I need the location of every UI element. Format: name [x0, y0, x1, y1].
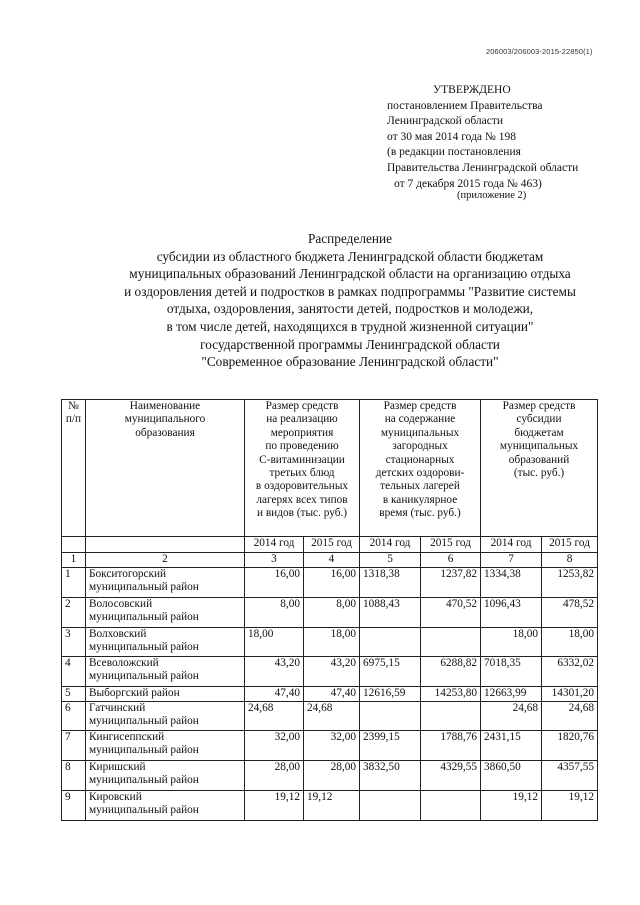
approval-block: [387, 83, 578, 204]
year-cell: 2014 год: [245, 537, 304, 553]
header-line: лагерях всех типов: [256, 493, 348, 506]
header-line: на реализацию: [266, 413, 338, 426]
heading-line: муниципальных образований Ленинградской области на организацию отдыха: [129, 266, 571, 282]
header-line: и видов (тыс. руб.): [256, 507, 348, 520]
value-cell: 6332,02: [542, 657, 598, 687]
value-cell: 47,40: [245, 687, 304, 702]
approval-line: Правительства Ленинградской области: [387, 161, 579, 174]
value-cell: 8,00: [304, 598, 360, 628]
name-line: муниципальный район: [89, 611, 199, 624]
value-cell: 470,52: [421, 598, 481, 628]
name-line: Кингисеппский: [89, 731, 165, 743]
header-name-line: образования: [135, 426, 195, 439]
municipality-name: [86, 568, 245, 598]
header-line: Размер средств: [383, 400, 457, 412]
value-cell: [421, 628, 481, 657]
header-line: образований: [508, 453, 570, 466]
table-row: [62, 568, 598, 598]
row-number: 4: [62, 657, 86, 687]
table-row: [62, 598, 598, 628]
value-cell: 28,00: [304, 761, 360, 791]
header-num: [62, 400, 86, 537]
empty-cell: [86, 537, 245, 553]
table-row: [62, 687, 598, 702]
header-line: Размер средств: [502, 400, 576, 412]
value-cell: 3860,50: [481, 761, 542, 791]
value-cell: 6288,82: [421, 657, 481, 687]
column-numbers-row: [62, 553, 598, 568]
value-cell: [421, 791, 481, 821]
year-cell: 2015 год: [421, 537, 481, 553]
header-group-subsidy: [481, 400, 598, 537]
name-line: муниципальный район: [89, 581, 199, 594]
municipality-name: [86, 702, 245, 731]
value-cell: 24,68: [542, 702, 598, 731]
row-number: 2: [62, 598, 86, 628]
value-cell: 16,00: [245, 568, 304, 598]
value-cell: 1318,38: [360, 568, 421, 598]
row-number: 6: [62, 702, 86, 731]
value-cell: 47,40: [304, 687, 360, 702]
heading-line: и оздоровления детей и подростков в рамках подпрограммы "Развитие системы: [124, 283, 576, 299]
value-cell: 43,20: [304, 657, 360, 687]
header-line: субсидии: [516, 413, 562, 426]
value-cell: 8,00: [245, 598, 304, 628]
column-number: 2: [86, 553, 245, 568]
value-cell: [421, 702, 481, 731]
approval-line: от 7 декабря 2015 года № 463): [394, 177, 542, 190]
approval-title: УТВЕРЖДЕНО: [433, 84, 511, 96]
value-cell: [360, 791, 421, 821]
value-cell: 18,00: [481, 628, 542, 657]
table-row: [62, 657, 598, 687]
approval-line: (приложение 2): [457, 190, 527, 202]
value-cell: 1820,76: [542, 731, 598, 761]
document-id: 206003/206003-2015-22850(1): [486, 47, 593, 56]
value-cell: 24,68: [245, 702, 304, 731]
value-cell: 1253,82: [542, 568, 598, 598]
value-cell: [360, 628, 421, 657]
year-cell: 2014 год: [481, 537, 542, 553]
name-line: Всеволожский: [89, 657, 159, 669]
value-cell: 16,00: [304, 568, 360, 598]
value-cell: 478,52: [542, 598, 598, 628]
row-number: 7: [62, 731, 86, 761]
heading-line: государственной программы Ленинградской области: [200, 336, 500, 352]
value-cell: 32,00: [304, 731, 360, 761]
header-name: [86, 400, 245, 537]
municipality-name: [86, 731, 245, 761]
value-cell: [360, 702, 421, 731]
approval-line: постановлением Правительства: [387, 99, 543, 112]
approval-line: (в редакции постановления: [387, 146, 521, 159]
row-number: 3: [62, 628, 86, 657]
header-line: по проведению: [265, 440, 339, 453]
value-cell: 19,12: [481, 791, 542, 821]
column-number: 3: [245, 553, 304, 568]
header-group-vitamin: [245, 400, 360, 537]
table-row: [62, 628, 598, 657]
column-number: 4: [304, 553, 360, 568]
value-cell: 7018,35: [481, 657, 542, 687]
heading-line: в том числе детей, находящихся в трудной жизненной ситуации": [166, 318, 534, 334]
municipality-name: [86, 761, 245, 791]
value-cell: 19,12: [542, 791, 598, 821]
value-cell: 3832,50: [360, 761, 421, 791]
name-line: Волосовский: [89, 598, 153, 610]
document-heading: [60, 230, 640, 371]
value-cell: 19,12: [245, 791, 304, 821]
year-cell: 2015 год: [304, 537, 360, 553]
approval-line: от 30 мая 2014 года № 198: [387, 130, 516, 143]
value-cell: 1088,43: [360, 598, 421, 628]
header-name-line: Наименование: [129, 400, 201, 412]
name-line: Кировский: [89, 791, 142, 803]
column-number: 8: [542, 553, 598, 568]
value-cell: 18,00: [542, 628, 598, 657]
value-cell: 1237,82: [421, 568, 481, 598]
value-cell: 18,00: [304, 628, 360, 657]
heading-line: Распределение: [307, 231, 393, 246]
value-cell: 32,00: [245, 731, 304, 761]
table-row: [62, 731, 598, 761]
value-cell: 2431,15: [481, 731, 542, 761]
value-cell: 1096,43: [481, 598, 542, 628]
header-row: [62, 400, 598, 537]
value-cell: 4357,55: [542, 761, 598, 791]
name-line: муниципальный район: [89, 774, 199, 787]
name-line: муниципальный район: [89, 670, 199, 683]
header-line: время (тыс. руб.): [379, 507, 461, 520]
value-cell: 1334,38: [481, 568, 542, 598]
header-line: С-витаминизации: [259, 453, 345, 466]
value-cell: 1788,76: [421, 731, 481, 761]
header-line: тельных лагерей: [380, 480, 460, 493]
row-number: 9: [62, 791, 86, 821]
header-line: стационарных: [385, 453, 455, 466]
row-number: 5: [62, 687, 86, 702]
value-cell: 4329,55: [421, 761, 481, 791]
column-number: 7: [481, 553, 542, 568]
header-line: бюджетам: [514, 426, 564, 439]
header-num-line: п/п: [65, 413, 82, 426]
year-cell: 2014 год: [360, 537, 421, 553]
row-number: 8: [62, 761, 86, 791]
value-cell: 24,68: [304, 702, 360, 731]
name-line: муниципальный район: [89, 641, 199, 654]
header-line: третьих блюд: [269, 467, 335, 480]
value-cell: 14253,80: [421, 687, 481, 702]
header-name-line: муниципального: [124, 413, 206, 426]
years-row: [62, 537, 598, 553]
value-cell: 12616,59: [360, 687, 421, 702]
name-line: муниципальный район: [89, 804, 199, 817]
header-line: на содержание: [384, 413, 456, 426]
column-number: 5: [360, 553, 421, 568]
header-line: детских оздорови-: [375, 467, 465, 480]
header-line: в каникулярное: [382, 493, 458, 506]
header-line: муниципальных: [380, 426, 460, 439]
municipality-name: [86, 791, 245, 821]
empty-cell: [62, 537, 86, 553]
name-line: Гатчинский: [89, 702, 146, 714]
header-num-line: №: [68, 400, 79, 412]
value-cell: 43,20: [245, 657, 304, 687]
heading-line: субсидии из областного бюджета Ленинградской области бюджетам: [156, 248, 544, 264]
name-line: Бокситогорский: [89, 568, 167, 580]
subsidy-table: [61, 399, 598, 821]
municipality-name: [86, 598, 245, 628]
value-cell: 24,68: [481, 702, 542, 731]
header-line: (тыс. руб.): [513, 467, 565, 480]
header-line: в оздоровительных: [255, 480, 349, 493]
header-group-camps: [360, 400, 481, 537]
header-line: мероприятия: [270, 426, 334, 439]
municipality-name: [86, 628, 245, 657]
name-line: Выборгский район: [89, 687, 180, 699]
municipality-name: [86, 657, 245, 687]
table-row: [62, 791, 598, 821]
table-row: [62, 702, 598, 731]
value-cell: 2399,15: [360, 731, 421, 761]
heading-line: "Современное образование Ленинградской области": [201, 354, 499, 370]
value-cell: 19,12: [304, 791, 360, 821]
heading-line: отдыха, оздоровления, занятости детей, подростков и молодежи,: [166, 301, 534, 317]
value-cell: 6975,15: [360, 657, 421, 687]
municipality-name: [86, 687, 245, 702]
column-number: 6: [421, 553, 481, 568]
column-number: 1: [62, 553, 86, 568]
value-cell: 18,00: [245, 628, 304, 657]
header-line: загородных: [392, 440, 448, 453]
row-number: 1: [62, 568, 86, 598]
year-cell: 2015 год: [542, 537, 598, 553]
name-line: муниципальный район: [89, 715, 199, 728]
name-line: Киришский: [89, 761, 146, 773]
name-line: муниципальный район: [89, 744, 199, 757]
value-cell: 14301,20: [542, 687, 598, 702]
value-cell: 12663,99: [481, 687, 542, 702]
approval-line: Ленинградской области: [387, 115, 504, 128]
header-line: Размер средств: [265, 400, 339, 412]
value-cell: 28,00: [245, 761, 304, 791]
table-row: [62, 761, 598, 791]
name-line: Волховский: [89, 628, 147, 640]
header-line: муниципальных: [499, 440, 579, 453]
